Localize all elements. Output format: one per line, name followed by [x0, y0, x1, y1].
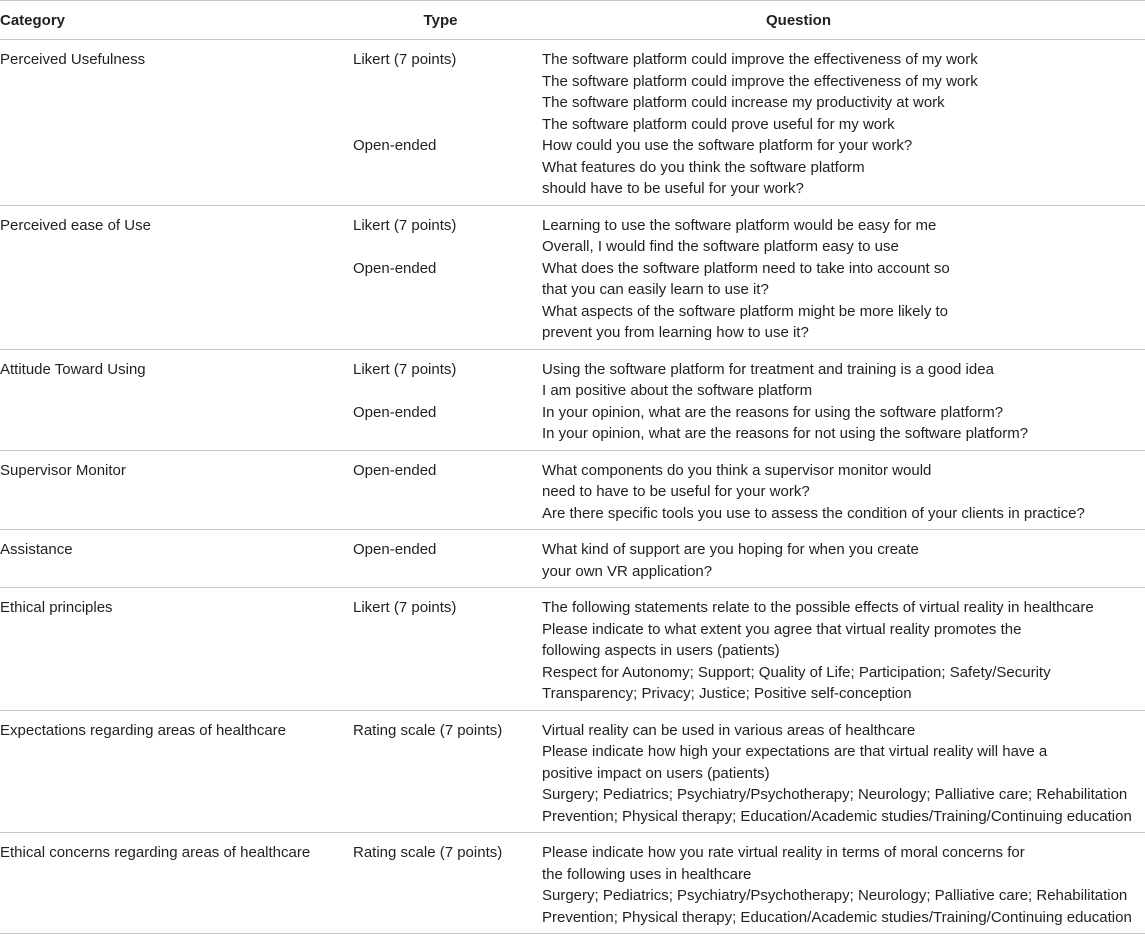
- question-line: I am positive about the software platform: [542, 382, 813, 399]
- type-spacer: [353, 92, 542, 114]
- question-line: should have to be useful for your work?: [542, 180, 804, 197]
- type-spacer: [353, 380, 542, 402]
- type-cell: [353, 710, 542, 833]
- table-row: [0, 833, 1145, 934]
- type-label: Likert (7 points): [353, 360, 457, 378]
- question-line: prevent you from learning how to use it?: [542, 324, 809, 341]
- type-label: Rating scale (7 points): [353, 721, 503, 739]
- table-row: [0, 588, 1145, 711]
- question-line: Overall, I would find the software platform easy to use: [542, 238, 899, 255]
- table-row: [0, 349, 1145, 450]
- type-label: Open-ended: [353, 461, 437, 479]
- question-line: the following uses in healthcare: [542, 865, 752, 883]
- question-line: your own VR application?: [542, 562, 713, 580]
- question-cell: [542, 450, 1145, 530]
- question-cell: [542, 833, 1145, 934]
- question-line: What does the software platform need to take into account so: [542, 259, 950, 277]
- question-line: What features do you think the software platform: [542, 158, 865, 176]
- question-line: The software platform could increase my productivity at work: [542, 94, 945, 111]
- table-row: [0, 40, 1145, 206]
- table-header: [0, 1, 1145, 40]
- category-cell: Attitude Toward Using: [0, 349, 353, 450]
- header-type: Type: [353, 1, 542, 40]
- question-line: Learning to use the software platform would be easy for me: [542, 216, 937, 234]
- question-line: need to have to be useful for your work?: [542, 483, 810, 500]
- question-line: that you can easily learn to use it?: [542, 281, 769, 298]
- question-line: Virtual reality can be used in various areas of healthcare: [542, 721, 916, 739]
- type-cell: [353, 833, 542, 934]
- type-spacer: [353, 114, 542, 136]
- table-row: [0, 205, 1145, 349]
- table-body: [0, 40, 1145, 934]
- question-line: How could you use the software platform for your work?: [542, 137, 913, 154]
- category-cell: Supervisor Monitor: [0, 450, 353, 530]
- question-line: Prevention; Physical therapy; Education/Academic studies/Training/Continuing education: [542, 908, 1132, 926]
- category-cell: Ethical concerns regarding areas of healthcare: [0, 833, 353, 934]
- question-line: What aspects of the software platform might be more likely to: [542, 302, 949, 320]
- question-line: Are there specific tools you use to assess the condition of your clients in practice?: [542, 504, 1085, 522]
- header-row: [0, 1, 1145, 40]
- question-line: Using the software platform for treatment and training is a good idea: [542, 360, 994, 378]
- question-line: The following statements relate to the possible effects of virtual reality in healthcare: [542, 599, 1094, 616]
- question-cell: [542, 40, 1145, 206]
- table-row: [0, 710, 1145, 833]
- header-question: Question: [542, 1, 1145, 40]
- question-line: positive impact on users (patients): [542, 764, 770, 782]
- question-cell: [542, 710, 1145, 833]
- question-line: What components do you think a supervisor monitor would: [542, 461, 932, 479]
- question-line: What kind of support are you hoping for when you create: [542, 541, 919, 558]
- question-line: The software platform could improve the effectiveness of my work: [542, 72, 978, 90]
- type-spacer: [353, 236, 542, 258]
- question-cell: [542, 530, 1145, 588]
- type-label: Likert (7 points): [353, 216, 457, 234]
- question-line: Surgery; Pediatrics; Psychiatry/Psychotherapy; Neurology; Palliative care; Rehabilitation: [542, 786, 1128, 803]
- type-cell: [353, 588, 542, 711]
- type-cell: [353, 450, 542, 530]
- question-line: The software platform could prove useful for my work: [542, 115, 895, 133]
- type-spacer: [353, 71, 542, 93]
- category-cell: Perceived ease of Use: [0, 205, 353, 349]
- question-line: Please indicate how high your expectations are that virtual reality will have a: [542, 743, 1048, 760]
- table-row: [0, 450, 1145, 530]
- type-label: Likert (7 points): [353, 51, 457, 68]
- question-line: In your opinion, what are the reasons for not using the software platform?: [542, 425, 1029, 442]
- type-cell: [353, 349, 542, 450]
- type-cell: [353, 530, 542, 588]
- type-cell: [353, 205, 542, 349]
- question-cell: [542, 205, 1145, 349]
- type-cell: [353, 40, 542, 206]
- category-cell: Expectations regarding areas of healthcare: [0, 710, 353, 833]
- question-line: Surgery; Pediatrics; Psychiatry/Psychotherapy; Neurology; Palliative care; Rehabilitation: [542, 887, 1128, 904]
- category-cell: Assistance: [0, 530, 353, 588]
- category-cell: Perceived Usefulness: [0, 40, 353, 206]
- type-label: Open-ended: [353, 137, 437, 154]
- question-line: Please indicate to what extent you agree that virtual reality promotes the: [542, 620, 1022, 638]
- type-label: Likert (7 points): [353, 599, 457, 616]
- type-label: Open-ended: [353, 403, 437, 421]
- question-line: In your opinion, what are the reasons for using the software platform?: [542, 403, 1004, 421]
- type-label: Rating scale (7 points): [353, 844, 503, 861]
- header-category: Category: [0, 1, 353, 40]
- question-line: following aspects in users (patients): [542, 642, 780, 659]
- table-row: [0, 530, 1145, 588]
- question-line: Prevention; Physical therapy; Education/Academic studies/Training/Continuing education: [542, 807, 1132, 825]
- category-cell: Ethical principles: [0, 588, 353, 711]
- type-label: Open-ended: [353, 541, 437, 558]
- question-line: Please indicate how you rate virtual reality in terms of moral concerns for: [542, 844, 1025, 861]
- question-line: Transparency; Privacy; Justice; Positive self-conception: [542, 685, 912, 702]
- question-cell: [542, 588, 1145, 711]
- type-label: Open-ended: [353, 259, 437, 277]
- question-cell: [542, 349, 1145, 450]
- question-line: The software platform could improve the effectiveness of my work: [542, 51, 978, 68]
- question-line: Respect for Autonomy; Support; Quality of Life; Participation; Safety/Security: [542, 663, 1051, 681]
